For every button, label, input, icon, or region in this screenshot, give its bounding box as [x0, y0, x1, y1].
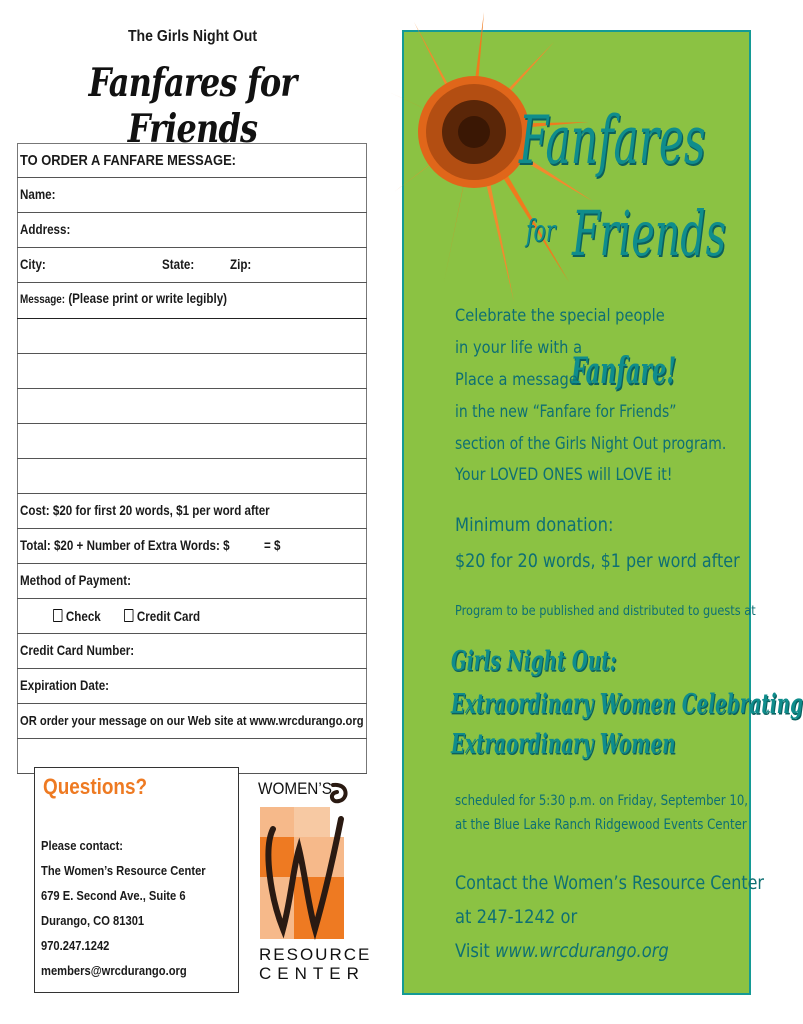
flyer-line: Your LOVED ONES will LOVE it! [455, 465, 673, 485]
contact-phone: 970.247.1242 [41, 938, 110, 953]
flyer-venue: at the Blue Lake Ranch Ridgewood Events Center [455, 817, 747, 833]
web-order-text: OR order your message on our Web site at www.wrcdurango.org [20, 713, 364, 728]
payment-row [17, 564, 367, 599]
flyer-fanfare-word: Fanfare! [571, 350, 677, 392]
order-form [17, 143, 367, 774]
flyer-min-amount: $20 for 20 words, $1 per word after [455, 550, 740, 572]
event-title-1: Girls Night Out: [451, 646, 617, 677]
flower-image [404, 32, 604, 332]
contact-line: Durango, CO 81301 [41, 913, 145, 928]
form-title: Fanfares for Friends [88, 60, 297, 152]
flyer-line: section of the Girls Night Out program. [455, 434, 727, 454]
expiration-field[interactable] [17, 669, 367, 704]
message-label: Message: [20, 294, 66, 306]
message-line-4[interactable] [17, 424, 367, 459]
flyer-min-donation: Minimum donation: [455, 514, 614, 536]
wrc-logo [253, 779, 372, 989]
flyer-contact: Contact the Women’s Resource Center [455, 872, 764, 894]
event-title-2: Extraordinary Women Celebrating [451, 689, 803, 720]
address-label: Address: [20, 222, 71, 237]
payment-label: Method of Payment: [20, 573, 131, 588]
logo-center-text: CENTER [259, 964, 365, 983]
flyer-title-friends: Friends [572, 197, 726, 270]
flyer-line: in your life with a [455, 338, 583, 358]
message-label-group [20, 291, 227, 306]
city-label: City: [20, 257, 46, 272]
city-state-zip-row[interactable] [17, 248, 367, 283]
flyer-title-fanfares: Fanfares [519, 102, 706, 179]
flyer-panel [402, 30, 803, 995]
credit-card-checkbox[interactable] [124, 609, 133, 622]
event-title-3: Extraordinary Women [451, 729, 676, 760]
web-order-row [17, 704, 367, 739]
flyer-phone: at 247-1242 or [455, 906, 578, 928]
check-label: Check [65, 609, 101, 624]
logo-w-mark [253, 779, 348, 949]
cost-row [17, 494, 367, 529]
message-line-5[interactable] [17, 459, 367, 494]
flyer-visit-label: Visit [455, 940, 490, 962]
flyer-title-for: for [526, 214, 556, 249]
form-heading: TO ORDER A FANFARE MESSAGE: [20, 152, 236, 169]
flyer-line: in the new “Fanfare for Friends” [455, 402, 677, 422]
questions-box [34, 767, 239, 993]
message-hint: (Please print or write legibly) [68, 291, 228, 306]
name-label: Name: [20, 187, 56, 202]
logo-block [260, 807, 294, 837]
logo-womens-text: WOMEN’S [258, 779, 332, 798]
flyer-schedule: scheduled for 5:30 p.m. on Friday, September 10, [455, 793, 749, 809]
flyer-line: Celebrate the special people [455, 306, 665, 326]
flyer-visit [455, 940, 669, 962]
check-option[interactable] [53, 609, 101, 624]
contact-line: Please contact: [41, 838, 124, 853]
logo-resource-center [259, 945, 371, 983]
cc-number-field[interactable] [17, 634, 367, 669]
state-label: State: [162, 257, 195, 272]
contact-line: 679 E. Second Ave., Suite 6 [41, 888, 186, 903]
credit-card-label: Credit Card [136, 609, 201, 624]
cost-label: Cost: $20 for first 20 words, $1 per word after [20, 503, 270, 518]
credit-card-option[interactable] [124, 609, 200, 624]
message-line-3[interactable] [17, 389, 367, 424]
message-line-2[interactable] [17, 354, 367, 389]
flower-center [458, 116, 490, 148]
payment-options-row [17, 599, 367, 634]
address-field[interactable] [17, 213, 367, 248]
contact-email: members@wrcdurango.org [41, 963, 187, 978]
check-checkbox[interactable] [53, 609, 62, 622]
total-label: Total: $20 + Number of Extra Words: $ [20, 538, 230, 553]
questions-heading: Questions? [43, 774, 148, 799]
name-field[interactable] [17, 178, 367, 213]
flyer-website-link[interactable]: www.wrcdurango.org [495, 940, 669, 962]
message-line-1[interactable] [17, 319, 367, 354]
flyer-program-text: Program to be published and distributed to guests at [455, 603, 756, 619]
form-kicker: The Girls Night Out [127, 28, 258, 45]
expiration-label: Expiration Date: [20, 678, 110, 693]
total-equals: = $ [264, 538, 281, 553]
contact-line: The Women’s Resource Center [41, 863, 206, 878]
logo-block [260, 837, 294, 877]
message-field[interactable] [17, 283, 367, 319]
logo-resource-text: RESOURCE [259, 945, 372, 964]
flyer-line: Place a message [455, 370, 578, 390]
form-heading-row [17, 143, 367, 178]
zip-label: Zip: [230, 257, 252, 272]
logo-block [294, 807, 330, 837]
logo-swirl [332, 785, 346, 801]
total-row[interactable] [17, 529, 367, 564]
cc-number-label: Credit Card Number: [20, 643, 135, 658]
